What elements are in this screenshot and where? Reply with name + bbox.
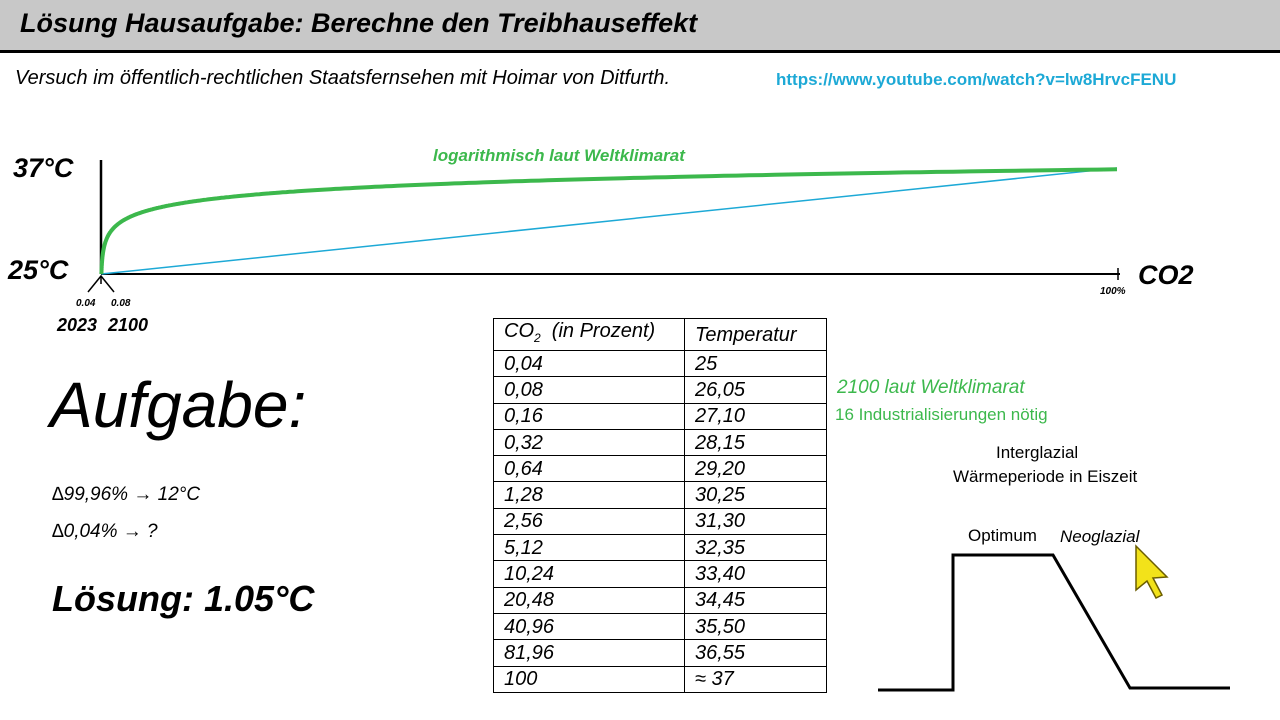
co2-cell: 20,48 (494, 587, 685, 613)
y-top-label: 37°C (13, 153, 74, 183)
table-row (494, 456, 827, 482)
temperature-cell: 36,55 (685, 640, 827, 666)
co2-cell: 100 (494, 666, 685, 692)
co2-header-suffix: (in Prozent) (540, 320, 656, 342)
warm-period-label: Wärmeperiode in Eiszeit (953, 467, 1138, 486)
curve-label: logarithmisch laut Weltklimarat (433, 146, 685, 165)
table-row (494, 535, 827, 561)
co2-text: CO (504, 320, 534, 342)
table-row (494, 351, 827, 377)
table-row (494, 587, 827, 613)
linear-line (101, 168, 1117, 274)
temperature-cell: 30,25 (685, 482, 827, 508)
table-row (494, 377, 827, 403)
column-header-co2 (494, 319, 685, 351)
cursor-icon (1136, 546, 1167, 598)
optimum-label: Optimum (968, 526, 1037, 545)
y-bottom-label: 25°C (8, 255, 69, 285)
temperature-cell: 34,45 (685, 587, 827, 613)
temperature-cell: 28,15 (685, 429, 827, 455)
task-heading: Aufgabe: (50, 369, 307, 441)
temperature-cell: 29,20 (685, 456, 827, 482)
x-axis-label: CO2 (1138, 260, 1194, 290)
climate-period-sketch (878, 555, 1230, 690)
table-header-row (494, 319, 827, 351)
co2-cell: 0,64 (494, 456, 685, 482)
temperature-cell: 25 (685, 351, 827, 377)
table-row (494, 613, 827, 639)
co2-cell: 0,08 (494, 377, 685, 403)
table-row (494, 508, 827, 534)
table-row (494, 403, 827, 429)
temperature-cell: 35,50 (685, 613, 827, 639)
co2-cell: 81,96 (494, 640, 685, 666)
temperature-cell: 32,35 (685, 535, 827, 561)
task-line-2: ∆0,04% → ? (52, 521, 158, 542)
column-header-temperature: Temperatur (685, 319, 827, 351)
co2-cell: 0,16 (494, 403, 685, 429)
co2-cell: 0,32 (494, 429, 685, 455)
co2-cell: 1,28 (494, 482, 685, 508)
temperature-cell: ≈ 37 (685, 666, 827, 692)
temperature-cell: 27,10 (685, 403, 827, 429)
co2-cell: 40,96 (494, 613, 685, 639)
youtube-link[interactable]: https://www.youtube.com/watch?v=lw8HrvcFENU (776, 70, 1177, 89)
table-row (494, 429, 827, 455)
temperature-cell: 31,30 (685, 508, 827, 534)
interglacial-label: Interglazial (996, 443, 1079, 462)
subtitle: Versuch im öffentlich-rechtlichen Staatsfernsehen mit Hoimar von Ditfurth. (15, 67, 671, 89)
co2-cell: 10,24 (494, 561, 685, 587)
tick-label: 0.04 (76, 298, 96, 309)
co2-subscript: 2 (534, 331, 541, 345)
tick-label: 0.08 (111, 298, 131, 309)
temperature-cell: 26,05 (685, 377, 827, 403)
year-label: 2100 (108, 315, 149, 335)
co2-cell: 5,12 (494, 535, 685, 561)
co2-temperature-table (493, 318, 827, 693)
solution-text: Lösung: 1.05°C (52, 578, 315, 619)
note-industrialization: 16 Industrialisierungen nötig (835, 405, 1048, 424)
table-row (494, 666, 827, 692)
task-line-1: ∆99,96% → 12°C (52, 484, 201, 505)
table-row (494, 561, 827, 587)
year-label: 2023 (57, 315, 98, 335)
co2-cell: 2,56 (494, 508, 685, 534)
page-title: Lösung Hausaufgabe: Berechne den Treibhauseffekt (20, 8, 698, 38)
x-end-label: 100% (1100, 286, 1126, 297)
table-row (494, 482, 827, 508)
note-2100: 2100 laut Weltklimarat (837, 377, 1025, 398)
table-row (494, 640, 827, 666)
temperature-cell: 33,40 (685, 561, 827, 587)
co2-cell: 0,04 (494, 351, 685, 377)
neoglacial-label: Neoglazial (1060, 527, 1140, 546)
